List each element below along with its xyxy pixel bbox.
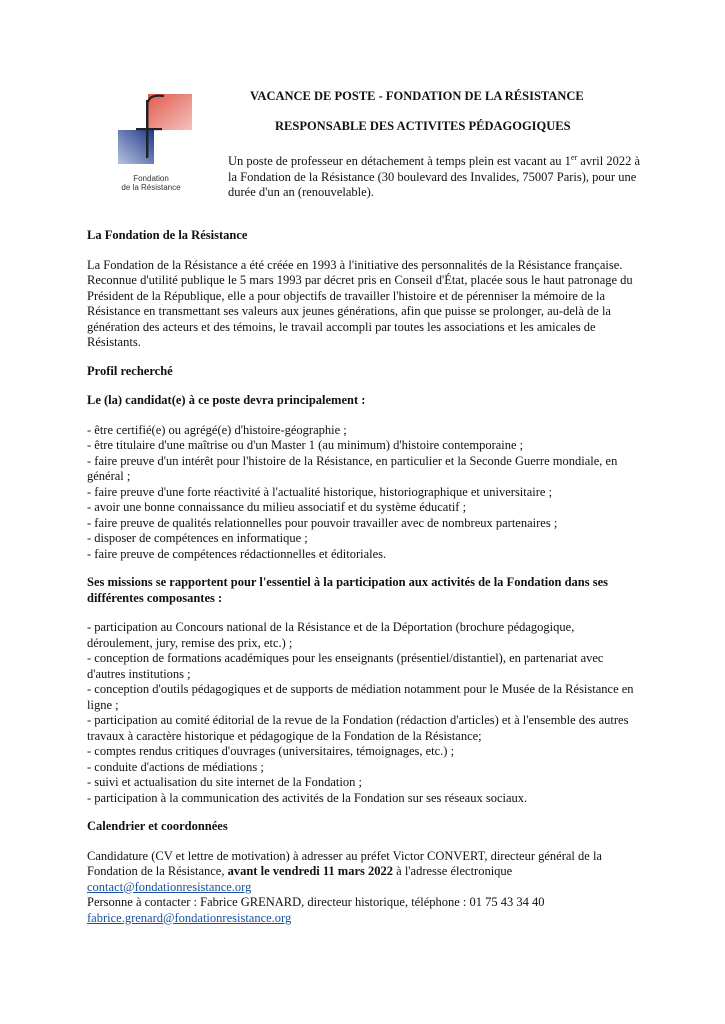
list-item: - être certifié(e) ou agrégé(e) d'histoire-géographie ; <box>87 422 347 437</box>
list-item: - participation à la communication des activités de la Fondation sur ses réseaux sociaux. <box>87 790 528 805</box>
list-item: - disposer de compétences en informatique ; <box>87 531 308 545</box>
document-title: VACANCE DE POSTE - FONDATION DE LA RÉSISTANCE <box>250 89 584 103</box>
list-item: - suivi et actualisation du site internet de la Fondation ; <box>87 775 362 789</box>
section-heading-missions: Ses missions se rapportent pour l'essentiel à la participation aux activités de la Fondation dans ses différentes composantes : <box>87 575 608 605</box>
profil-list <box>87 423 642 563</box>
intro-text-1: Un poste de professeur en détachement à temps plein est vacant au 1 <box>228 154 571 169</box>
list-item: - participation au comité éditorial de la revue de la Fondation (rédaction d'articles) et à l'ensemble des autres travaux à caractère historique et pédagogique de la Fondation de la Résistance; <box>87 713 629 743</box>
list-item: - faire preuve de compétences rédactionnelles et éditoriales. <box>87 546 387 561</box>
profil-subheading: Le (la) candidat(e) à ce poste devra principalement : <box>87 393 366 407</box>
logo-caption-line2: de la Résistance <box>121 183 181 192</box>
logo-caption <box>115 174 187 192</box>
list-item: - conception d'outils pédagogiques et de supports de médiation notamment pour le Musée de la Résistance en ligne ; <box>87 682 634 712</box>
intro-superscript: er <box>570 153 578 162</box>
list-item: - conception de formations académiques pour les enseignants (présentiel/distantiel), en partenariat avec d'autres institutions ; <box>87 651 604 681</box>
logo-caption-line1: Fondation <box>133 174 169 183</box>
contact-person-line: Personne à contacter : Fabrice GRENARD, directeur historique, téléphone : 01 75 43 34 40 <box>87 895 545 909</box>
candidature-text-1: Candidature (CV et lettre de motivation) à adresser au préfet Victor CONVERT, directeur général de la Fondation de la Résistance, <box>87 848 602 878</box>
list-item: - faire preuve de qualités relationnelles pour pouvoir travailler avec de nombreux partenaires ; <box>87 515 558 530</box>
intro-paragraph <box>228 150 648 201</box>
list-item: - avoir une bonne connaissance du milieu associatif et du système éducatif ; <box>87 500 467 514</box>
list-item: - participation au Concours national de la Résistance et de la Déportation (brochure pédagogique, déroulement, jury, remise des prix, etc.) ; <box>87 620 575 650</box>
candidature-text-2: à l'adresse électronique <box>393 864 513 878</box>
document-body <box>87 228 642 926</box>
list-item: - conduite d'actions de médiations ; <box>87 759 264 774</box>
fondation-paragraph: La Fondation de la Résistance a été créée en 1993 à l'initiative des personnalités de la Résistance française. Reconnue d'utilité publique le 5 mars 1993 par décret pris en Conseil d'État, placée sous le haut patronage du Président de la République, elle a pour objectifs de travailler l'histoire et de pérenniser la mémoire de la Résistance en transmettant ses valeurs aux jeunes générations, afin que puisse se prolonger, au-delà de la génération des acteurs et des témoins, le travail accompli par toutes les associations et les amicales de Résistants. <box>87 257 633 349</box>
contact-email-link[interactable]: contact@fondationresistance.org <box>87 879 252 894</box>
list-item: - faire preuve d'un intérêt pour l'histoire de la Résistance, en particulier et la Seconde Guerre mondiale, en général ; <box>87 453 618 483</box>
grenard-email-link[interactable]: fabrice.grenard@fondationresistance.org <box>87 910 292 925</box>
list-item: - comptes rendus critiques d'ouvrages (universitaires, témoignages, etc.) ; <box>87 744 455 758</box>
section-heading-fondation: La Fondation de la Résistance <box>87 228 248 242</box>
document-subtitle: RESPONSABLE DES ACTIVITES PÉDAGOGIQUES <box>275 119 571 133</box>
missions-list <box>87 620 642 806</box>
list-item: - faire preuve d'une forte réactivité à l'actualité historique, historiographique et universitaire ; <box>87 484 553 499</box>
section-heading-profil: Profil recherché <box>87 363 173 378</box>
section-heading-calendrier: Calendrier et coordonnées <box>87 819 228 833</box>
intro-text-2: avril 2022 à la Fondation de la Résistance (30 boulevard des Invalides, 75007 Paris), pour une durée d'un an (renouvelable). <box>228 154 640 200</box>
deadline-text: avant le vendredi 11 mars 2022 <box>227 864 394 878</box>
list-item: - être titulaire d'une maîtrise ou d'un Master 1 (au minimum) d'histoire contemporaine ; <box>87 438 524 452</box>
candidature-paragraph <box>87 849 642 880</box>
